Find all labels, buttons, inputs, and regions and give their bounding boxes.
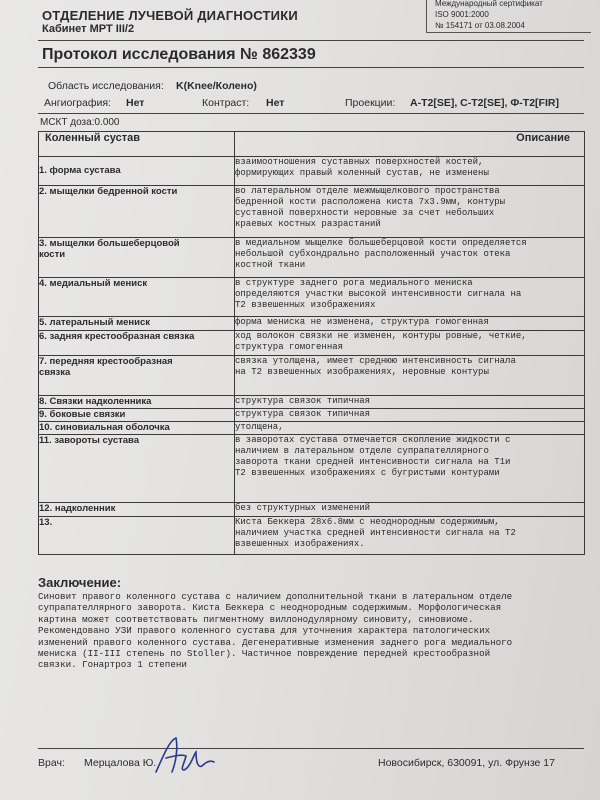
row-label: 5. латеральный мениск — [39, 317, 235, 331]
table-row — [39, 396, 585, 409]
meta-divider — [38, 113, 584, 114]
row-value: ход волокон связки не изменен, контуры ровные, четкие, структура гомогенная — [235, 331, 585, 356]
row-value: связка утолщена, имеет среднюю интенсивность сигнала на T2 взвешенных изображениях, неровные контуры — [235, 356, 585, 396]
row-label: 12. надколенник — [39, 503, 235, 517]
angio-value-wrap — [126, 97, 144, 109]
table-row — [39, 278, 585, 317]
row-value: в заворотах сустава отмечается скопление жидкости с наличием в латеральном отделе супрапателлярного заворота ткани средней интенсивности сигнала на T1и T2 взвешенных изображениях с бугристыми контурами — [235, 435, 585, 503]
table-row — [39, 238, 585, 278]
contrast-label: Контраст: — [202, 97, 250, 109]
table-row — [39, 157, 585, 186]
table-row — [39, 503, 585, 517]
department-title: ОТДЕЛЕНИЕ ЛУЧЕВОЙ ДИАГНОСТИКИ — [42, 8, 298, 23]
cabinet-title: Кабинет МРТ III/2 — [42, 23, 135, 35]
area-value: K(Knee/Колено) — [176, 80, 257, 92]
doctor-label: Врач: — [38, 757, 65, 769]
row-value: без структурных изменений — [235, 503, 585, 517]
row-value: форма мениска не изменена, структура гомогенная — [235, 317, 585, 331]
row-value: взаимоотношения суставных поверхностей костей, формирующих правый коленный сустав, не изменены — [235, 157, 585, 186]
row-value: в медиальном мыщелке большеберцовой кости определяется небольшой субхондрально расположенный участок отека костной ткани — [235, 238, 585, 278]
angio-value: Нет — [126, 97, 145, 109]
cert-line-2: ISO 9001:2000 — [435, 10, 489, 19]
signature-icon — [150, 732, 220, 780]
row-value: структура связок типичная — [235, 409, 585, 422]
projections-label: Проекции: — [345, 97, 396, 109]
projections-value: A-T2[SE], C-T2[SE], Ф-T2[FIR] — [410, 97, 559, 109]
doctor-name: Мерцалова Ю. — [84, 757, 157, 769]
row-label: 3. мыщелки большеберцовой кости — [39, 238, 235, 278]
contrast-value-wrap — [266, 97, 284, 109]
table-row — [39, 356, 585, 396]
footer-divider — [38, 748, 584, 749]
cert-line-1: Международный сертификат — [435, 0, 543, 8]
table-row — [39, 517, 585, 555]
contrast-value: Нет — [266, 97, 285, 109]
table-row — [39, 435, 585, 503]
row-label: 2. мыщелки бедренной кости — [39, 186, 235, 238]
row-value: структура связок типичная — [235, 396, 585, 409]
row-value: Киста Беккера 28х6.8мм с неоднородным содержимым, наличием участка средней интенсивности сигнала на T2 взвешенных изображениях. — [235, 517, 585, 555]
projections-value-wrap — [410, 97, 559, 109]
angio-label: Ангиография: — [44, 97, 111, 109]
row-label: 10. синовиальная оболочка — [39, 422, 235, 435]
row-value: утолщена, — [235, 422, 585, 435]
row-label: 1. форма сустава — [39, 157, 235, 186]
knee-findings-table — [38, 131, 585, 555]
certificate-box — [426, 0, 591, 33]
cert-line-3: № 154171 от 03.08.2004 — [435, 21, 525, 30]
table-row — [39, 186, 585, 238]
row-label: 6. задняя крестообразная связка — [39, 331, 235, 356]
title-divider — [38, 67, 584, 68]
area-value-wrap — [176, 80, 257, 92]
conclusion-title: Заключение: — [38, 575, 122, 590]
msct-dose: МСКТ доза:0.000 — [40, 117, 120, 128]
table-row — [39, 317, 585, 331]
row-label: 9. боковые связки — [39, 409, 235, 422]
row-label: 4. медиальный мениск — [39, 278, 235, 317]
conclusion-text: Синовит правого коленного сустава с наличием дополнительной ткани в латеральном отделе супрапателлярного заворота. Киста Беккера с неоднородным содержимым. Морфологическая картина может соответствовать пигментному виллонодулярному синовиту, синовиоме. Рекомендовано УЗИ правого коленного сустава для уточнения характера патологических изменений правого коленного сустава. Дегенеративные изменения заднего рога медиального мениска (II-III степень по Stoller). Частичное повреждение передней крестообразной связки. Гонартроз 1 степени — [38, 591, 513, 671]
row-label: 11. завороты сустава — [39, 435, 235, 503]
table-row — [39, 422, 585, 435]
area-label: Область исследования: — [48, 80, 164, 92]
table-header-row — [39, 132, 585, 157]
row-value: в структуре заднего рога медиального мениска определяются участки высокой интенсивности сигнала на T2 взвешенных изображениях — [235, 278, 585, 317]
column-header-description: Описание — [235, 132, 585, 157]
header-divider — [38, 40, 584, 41]
table-row — [39, 331, 585, 356]
row-label: 13. — [39, 517, 235, 555]
row-label: 7. передняя крестообразная связка — [39, 356, 235, 396]
row-value: во латеральном отделе межмыщелкового пространства бедренной кости расположена киста 7x3.9мм, контуры суставной поверхности неровные за счет небольших краевых костных разрастаний — [235, 186, 585, 238]
page-title: Протокол исследования № 862339 — [42, 46, 316, 63]
clinic-address: Новосибирск, 630091, ул. Фрунзе 17 — [378, 757, 555, 769]
table-row — [39, 409, 585, 422]
row-label: 8. Связки надколенника — [39, 396, 235, 409]
column-header-joint: Коленный сустав — [39, 132, 235, 157]
